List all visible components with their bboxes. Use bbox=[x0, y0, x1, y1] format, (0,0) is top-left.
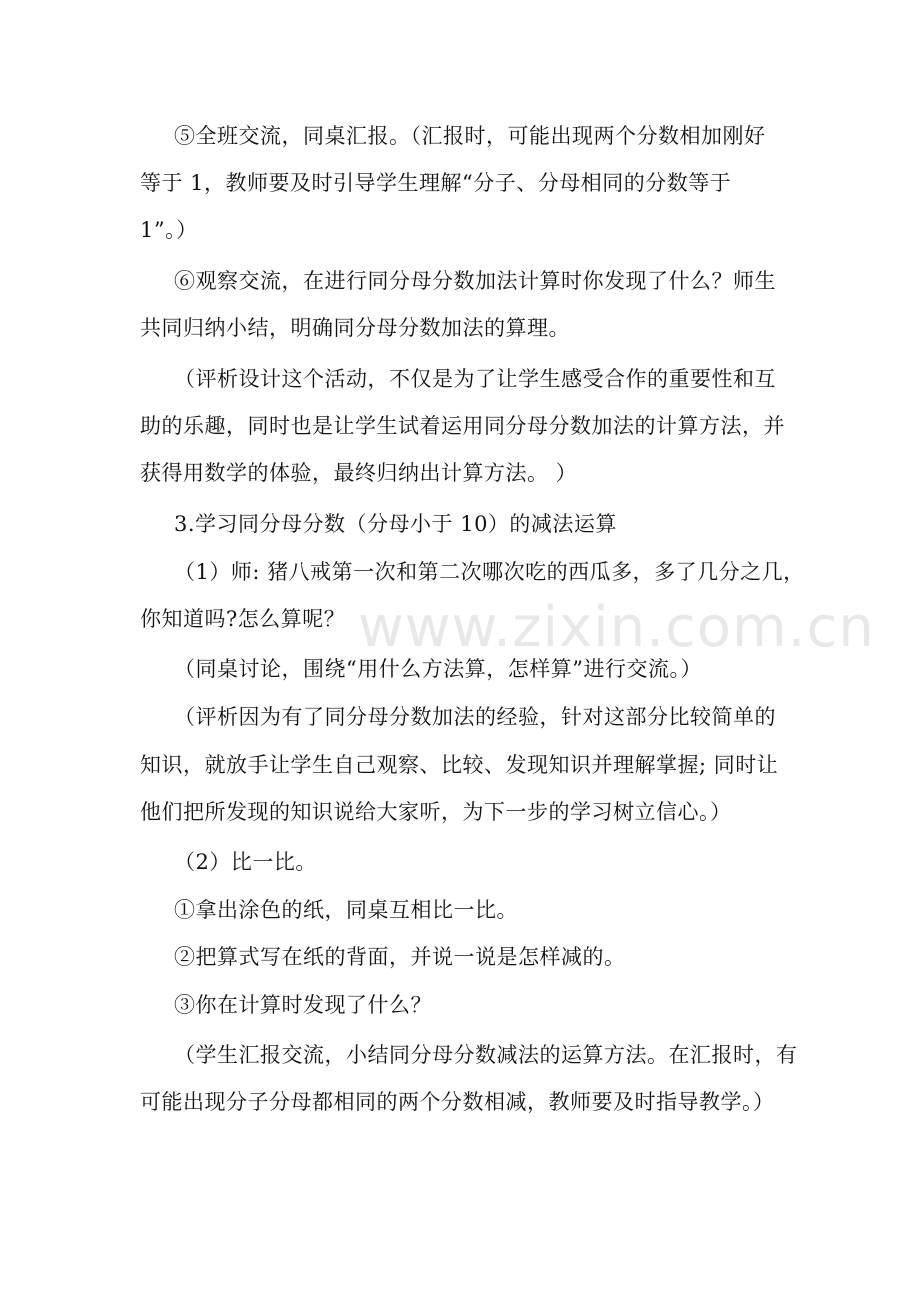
text-line: （2）比一比。 bbox=[174, 850, 317, 874]
text-line: （评析设计这个活动，不仅是为了让学生感受合作的重要性和互 bbox=[174, 367, 776, 391]
text-line: 获得用数学的体验，最终归纳出计算方法。 ） bbox=[140, 461, 578, 485]
text-line: 知识，就放手让学生自己观察、比较、发现知识并理解掌握; 同时让 bbox=[140, 753, 779, 777]
text-line: ②把算式写在纸的背面，并说一说是怎样减的。 bbox=[174, 945, 626, 969]
text-line: 共同归纳小结，明确同分母分数加法的算理。 bbox=[140, 316, 570, 340]
text-line: （学生汇报交流，小结同分母分数减法的运算方法。在汇报时，有 bbox=[174, 1043, 798, 1067]
text-line: 等于 1，教师要及时引导学生理解“分子、分母相同的分数等于 bbox=[140, 171, 732, 195]
text-line: ①拿出涂色的纸，同桌互相比一比。 bbox=[174, 898, 518, 922]
section-heading: 3.学习同分母分数（分母小于 10）的减法运算 bbox=[174, 512, 617, 536]
text-line: 1”。） bbox=[140, 218, 198, 242]
text-line: ⑥观察交流，在进行同分母分数加法计算时你发现了什么？师生 bbox=[174, 269, 776, 293]
text-line: 助的乐趣，同时也是让学生试着运用同分母分数加法的计算方法，并 bbox=[140, 414, 785, 438]
text-line: （评析因为有了同分母分数加法的经验，针对这部分比较简单的 bbox=[174, 705, 776, 729]
text-line: 他们把所发现的知识说给大家听，为下一步的学习树立信心。） bbox=[140, 800, 732, 824]
text-line: 可能出现分子分母都相同的两个分数相减，教师要及时指导教学。） bbox=[140, 1090, 775, 1114]
text-line: ③你在计算时发现了什么？ bbox=[174, 993, 432, 1017]
text-line: （同桌讨论，围绕“用什么方法算，怎样算”进行交流。） bbox=[174, 657, 702, 681]
watermark: www.zixin.com.cn bbox=[358, 595, 875, 660]
text-line: （1）师: 猪八戒第一次和第二次哪次吃的西瓜多，多了几分之几， bbox=[174, 560, 805, 584]
text-line: ⑤全班交流，同桌汇报。（汇报时，可能出现两个分数相加刚好 bbox=[174, 124, 766, 148]
text-line: 你知道吗?怎么算呢？ bbox=[140, 607, 346, 631]
